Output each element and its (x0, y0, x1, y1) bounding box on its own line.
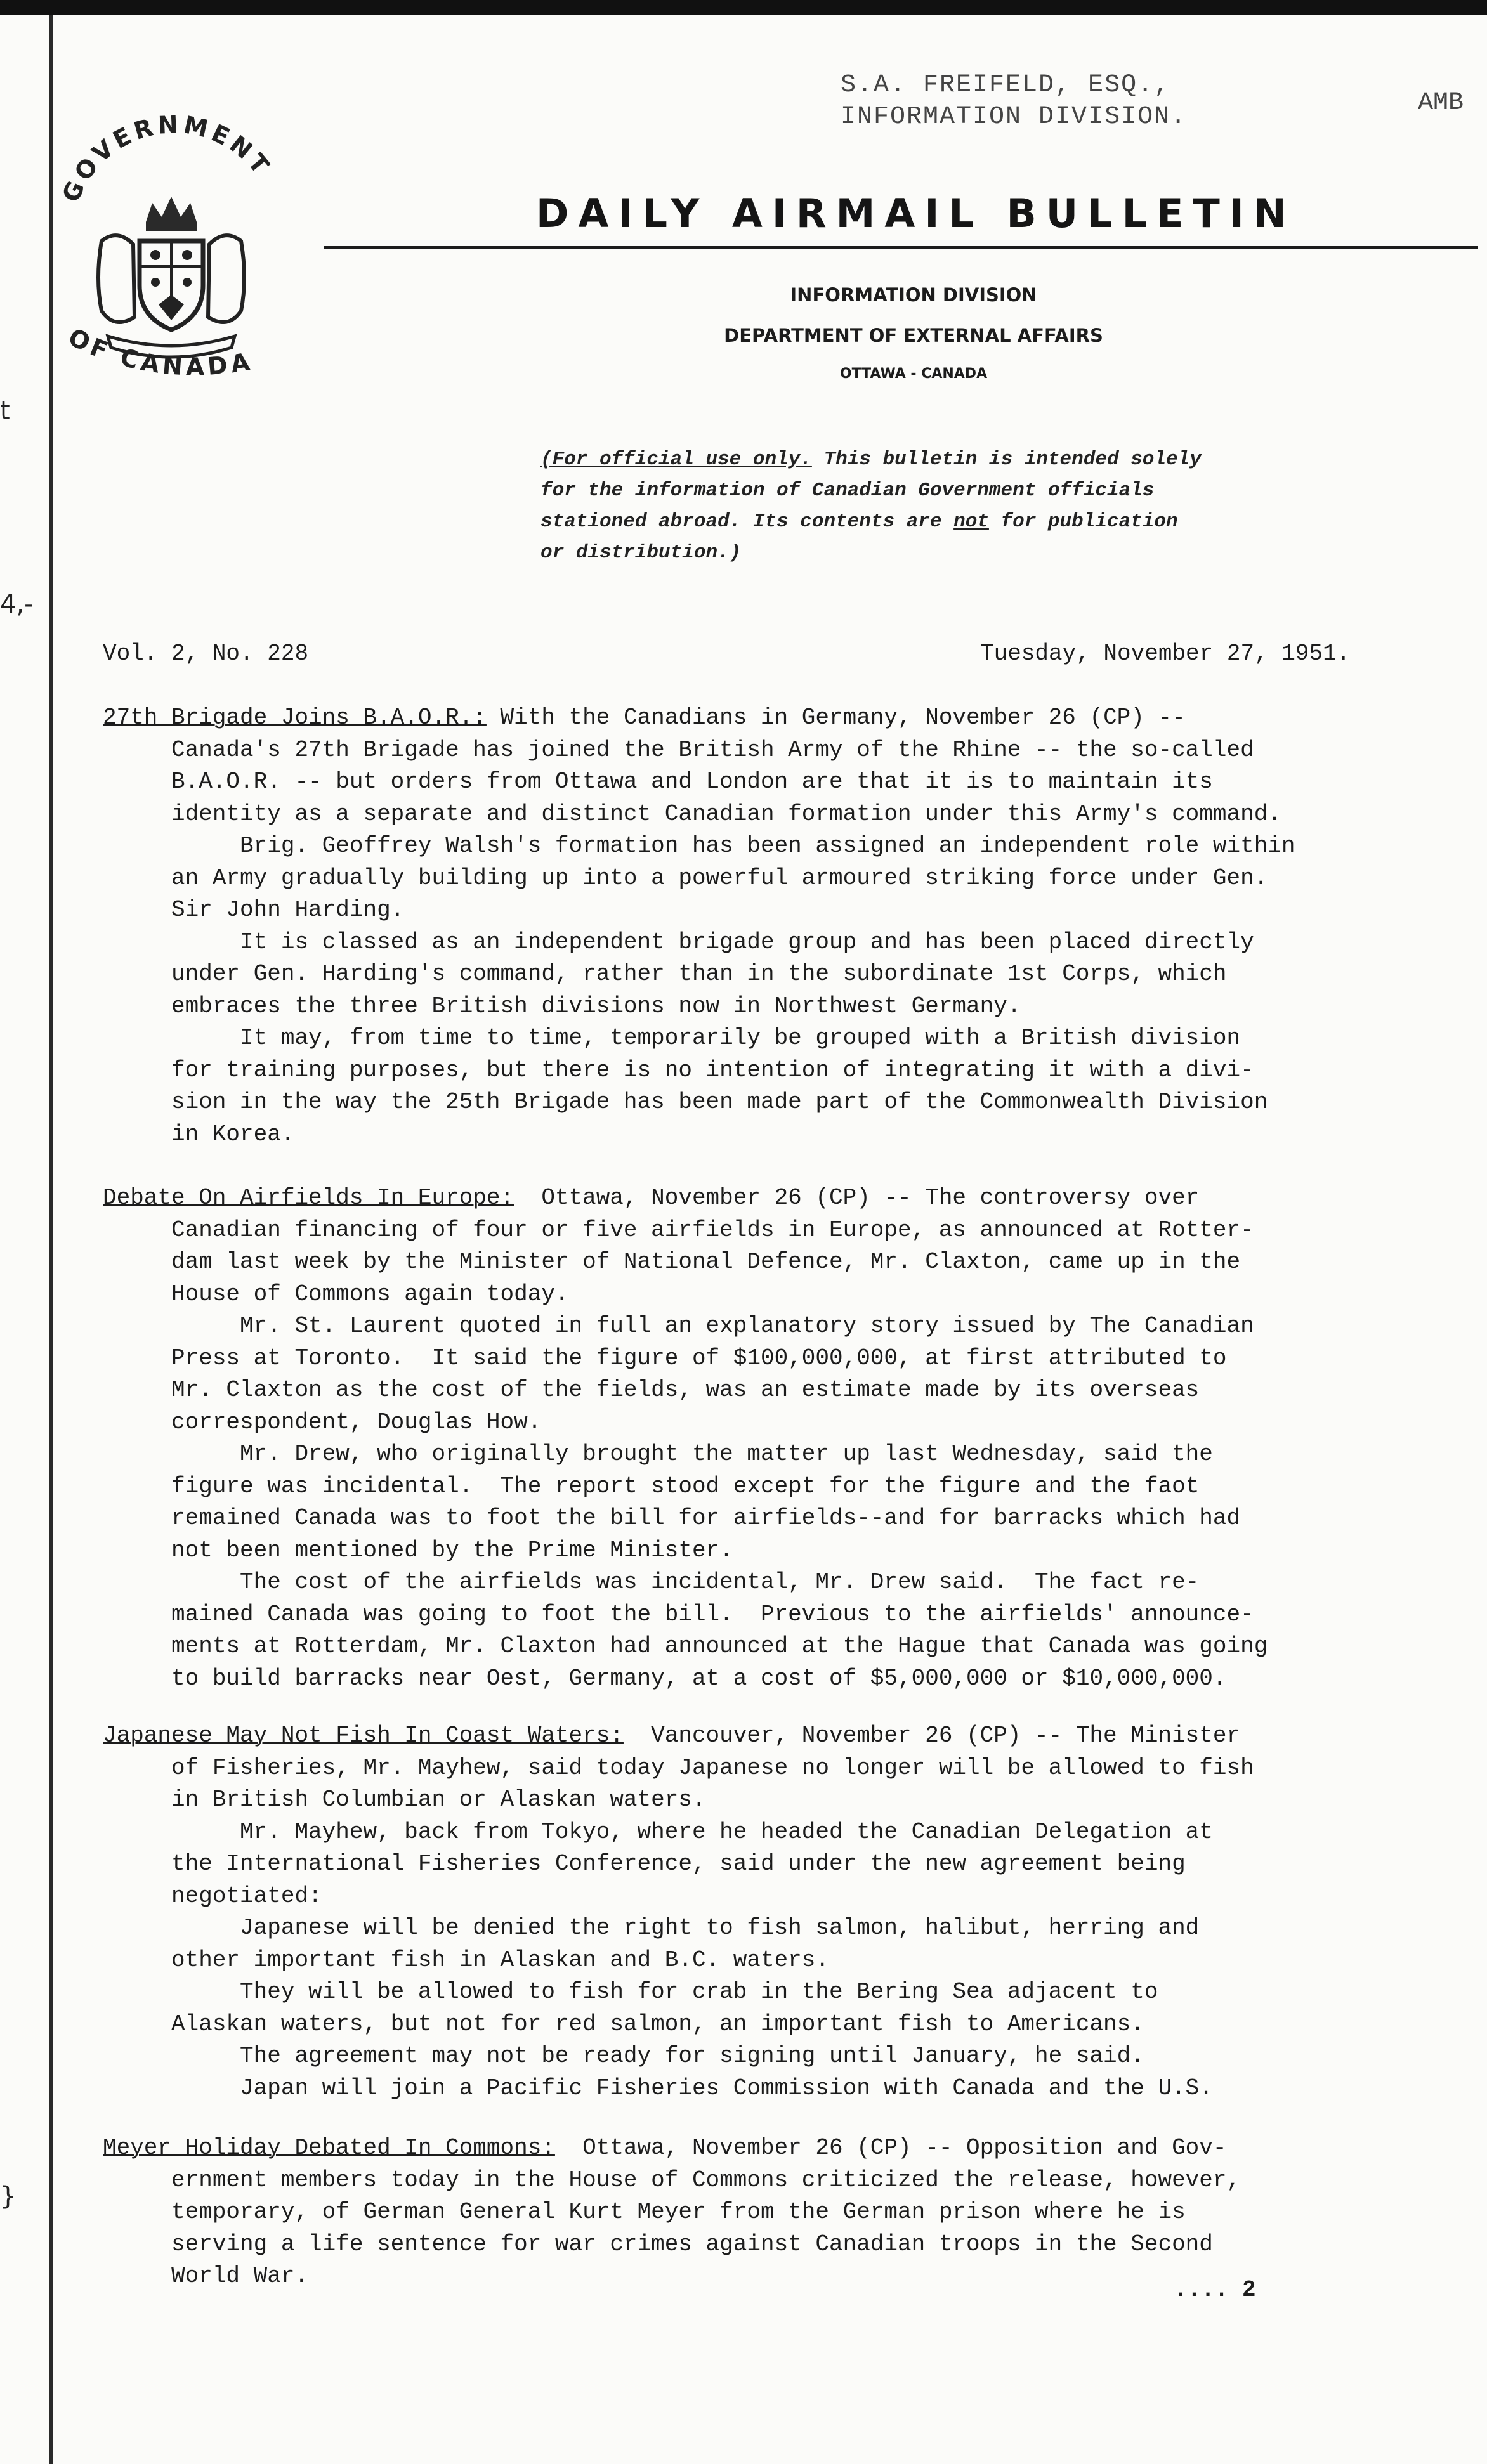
stamp-recipient-division: INFORMATION DIVISION. (841, 103, 1188, 131)
article-line: Mr. Drew, who originally brought the matter up last Wednesday, said the (103, 1441, 1213, 1467)
margin-scan-mark: t (0, 396, 10, 426)
notice-line3a: stationed abroad. Its contents are (540, 511, 954, 533)
scan-top-border (0, 0, 1487, 15)
article-dateline: Ottawa, November 26 (CP) -- The controversy over (514, 1185, 1200, 1211)
article-line: Alaskan waters, but not for red salmon, an important fish to Americans. (103, 2011, 1144, 2037)
article-headline: Japanese May Not Fish In Coast Waters: (103, 1723, 624, 1749)
notice-line1: This bulletin is intended solely (811, 448, 1202, 471)
page-continuation: .... 2 (1174, 2277, 1256, 2303)
seal-top-text: OVERNMENT (69, 110, 277, 186)
notice-not: not (953, 511, 989, 533)
article-dateline: With the Canadians in Germany, November 26 (CP) -- (486, 705, 1186, 731)
title-rule (324, 246, 1478, 249)
binding-edge-line (49, 15, 53, 2464)
article-line: other important fish in Alaskan and B.C. waters. (103, 1946, 829, 1973)
article-headline: Meyer Holiday Debated In Commons: (103, 2135, 555, 2161)
article-japanese-fishing (103, 1720, 1486, 2104)
article-line: ernment members today in the House of Commons criticized the release, however, (103, 2167, 1241, 2193)
notice-lead: (For official use only. (540, 448, 812, 471)
stamp-recipient-name: S.A. FREIFELD, ESQ., (841, 71, 1171, 100)
article-line: Brig. Geoffrey Walsh's formation has been assigned an independent role within (103, 833, 1295, 859)
article-line: Canada's 27th Brigade has joined the British Army of the Rhine -- the so-called (103, 736, 1254, 763)
article-line: The cost of the airfields was incidental, Mr. Drew said. The fact re- (103, 1569, 1200, 1595)
article-line: It may, from time to time, temporarily be grouped with a British division (103, 1025, 1241, 1051)
article-line: World War. (103, 2263, 309, 2289)
margin-scan-mark: 4,- (0, 590, 34, 619)
article-airfields-debate (103, 1182, 1486, 1695)
article-line: Japan will join a Pacific Fisheries Commission with Canada and the U.S. (103, 2075, 1213, 2101)
article-headline: Debate On Airfields In Europe: (103, 1185, 514, 1211)
notice-line4: or distribution.) (540, 542, 742, 564)
article-line: They will be allowed to fish for crab in the Bering Sea adjacent to (103, 1979, 1158, 2005)
article-dateline: Vancouver, November 26 (CP) -- The Minister (623, 1723, 1241, 1749)
article-line: Press at Toronto. It said the figure of $100,000,000, at first attributed to (103, 1345, 1227, 1371)
article-line: figure was incidental. The report stood except for the figure and the faot (103, 1473, 1200, 1499)
article-line: serving a life sentence for war crimes against Canadian troops in the Second (103, 2231, 1213, 2257)
official-use-notice (540, 444, 1327, 568)
article-line: an Army gradually building up into a powerful armoured striking force under Gen. (103, 864, 1268, 891)
place-name: OTTAWA - CANADA (839, 366, 988, 382)
article-line: mained Canada was going to foot the bill. Previous to the airfields' announce- (103, 1601, 1254, 1627)
article-27th-brigade (103, 702, 1486, 1151)
article-line: Mr. St. Laurent quoted in full an explanatory story issued by The Canadian (103, 1313, 1254, 1339)
seal-bottom-text: OF CANADA (63, 323, 256, 381)
coat-of-arms-icon (63, 76, 279, 406)
government-of-canada-seal (63, 76, 279, 406)
article-line: Mr. Mayhew, back from Tokyo, where he headed the Canadian Delegation at (103, 1818, 1213, 1845)
bulletin-title: DAILY AIRMAIL BULLETIN (536, 190, 1296, 237)
article-line: to build barracks near Oest, Germany, at a cost of $5,000,000 or $10,000,000. (103, 1665, 1227, 1692)
stamp-code: AMB (1418, 89, 1464, 117)
issue-date: Tuesday, November 27, 1951. (980, 641, 1351, 667)
article-line: dam last week by the Minister of National Defence, Mr. Claxton, came up in the (103, 1249, 1241, 1275)
article-line: of Fisheries, Mr. Mayhew, said today Japanese no longer will be allowed to fish (103, 1754, 1254, 1781)
article-line: identity as a separate and distinct Canadian formation under this Army's command. (103, 800, 1281, 827)
margin-scan-mark: } (0, 2182, 16, 2211)
article-line: Mr. Claxton as the cost of the fields, was an estimate made by its overseas (103, 1377, 1200, 1403)
article-line: Canadian financing of four or five airfields in Europe, as announced at Rotter- (103, 1216, 1254, 1243)
article-line: remained Canada was to foot the bill for airfields--and for barracks which had (103, 1505, 1241, 1531)
article-line: the International Fisheries Conference, said under the new agreement being (103, 1851, 1186, 1877)
article-line: in British Columbian or Alaskan waters. (103, 1787, 706, 1813)
article-line: not been mentioned by the Prime Minister. (103, 1537, 733, 1563)
article-line: The agreement may not be ready for signing until January, he said. (103, 2043, 1144, 2069)
article-line: sion in the way the 25th Brigade has been made part of the Commonwealth Division (103, 1089, 1268, 1115)
article-line: in Korea. (103, 1121, 295, 1147)
article-line: ments at Rotterdam, Mr. Claxton had announced at the Hague that Canada was going (103, 1633, 1268, 1659)
recipient-stamp (841, 70, 1187, 133)
article-line: temporary, of German General Kurt Meyer from the German prison where he is (103, 2199, 1186, 2225)
notice-line3b: for publication (988, 511, 1178, 533)
article-line: correspondent, Douglas How. (103, 1409, 542, 1435)
article-line: embraces the three British divisions now in Northwest Germany. (103, 993, 1021, 1019)
article-line: Sir John Harding. (103, 897, 405, 923)
article-line: for training purposes, but there is no intention of integrating it with a divi- (103, 1057, 1254, 1083)
article-line: B.A.O.R. -- but orders from Ottawa and London are that it is to maintain its (103, 769, 1213, 795)
division-name: INFORMATION DIVISION (790, 284, 1037, 306)
article-meyer-holiday (103, 2132, 1486, 2293)
article-line: Japanese will be denied the right to fish salmon, halibut, herring and (103, 1915, 1200, 1941)
article-line: under Gen. Harding's command, rather than in the subordinate 1st Corps, which (103, 961, 1227, 987)
svg-text:OF CANADA (64, 323, 255, 381)
department-name: DEPARTMENT OF EXTERNAL AFFAIRS (724, 325, 1103, 346)
notice-line2: for the information of Canadian Government officials (540, 479, 1155, 502)
article-dateline: Ottawa, November 26 (CP) -- Opposition and Gov- (554, 2135, 1227, 2161)
volume-number: Vol. 2, No. 228 (103, 641, 309, 667)
article-headline: 27th Brigade Joins B.A.O.R.: (103, 705, 487, 731)
article-line: negotiated: (103, 1882, 322, 1909)
article-line: House of Commons again today. (103, 1281, 569, 1307)
article-line: It is classed as an independent brigade group and has been placed directly (103, 929, 1254, 955)
svg-text:GOVERNMENT (63, 110, 277, 206)
